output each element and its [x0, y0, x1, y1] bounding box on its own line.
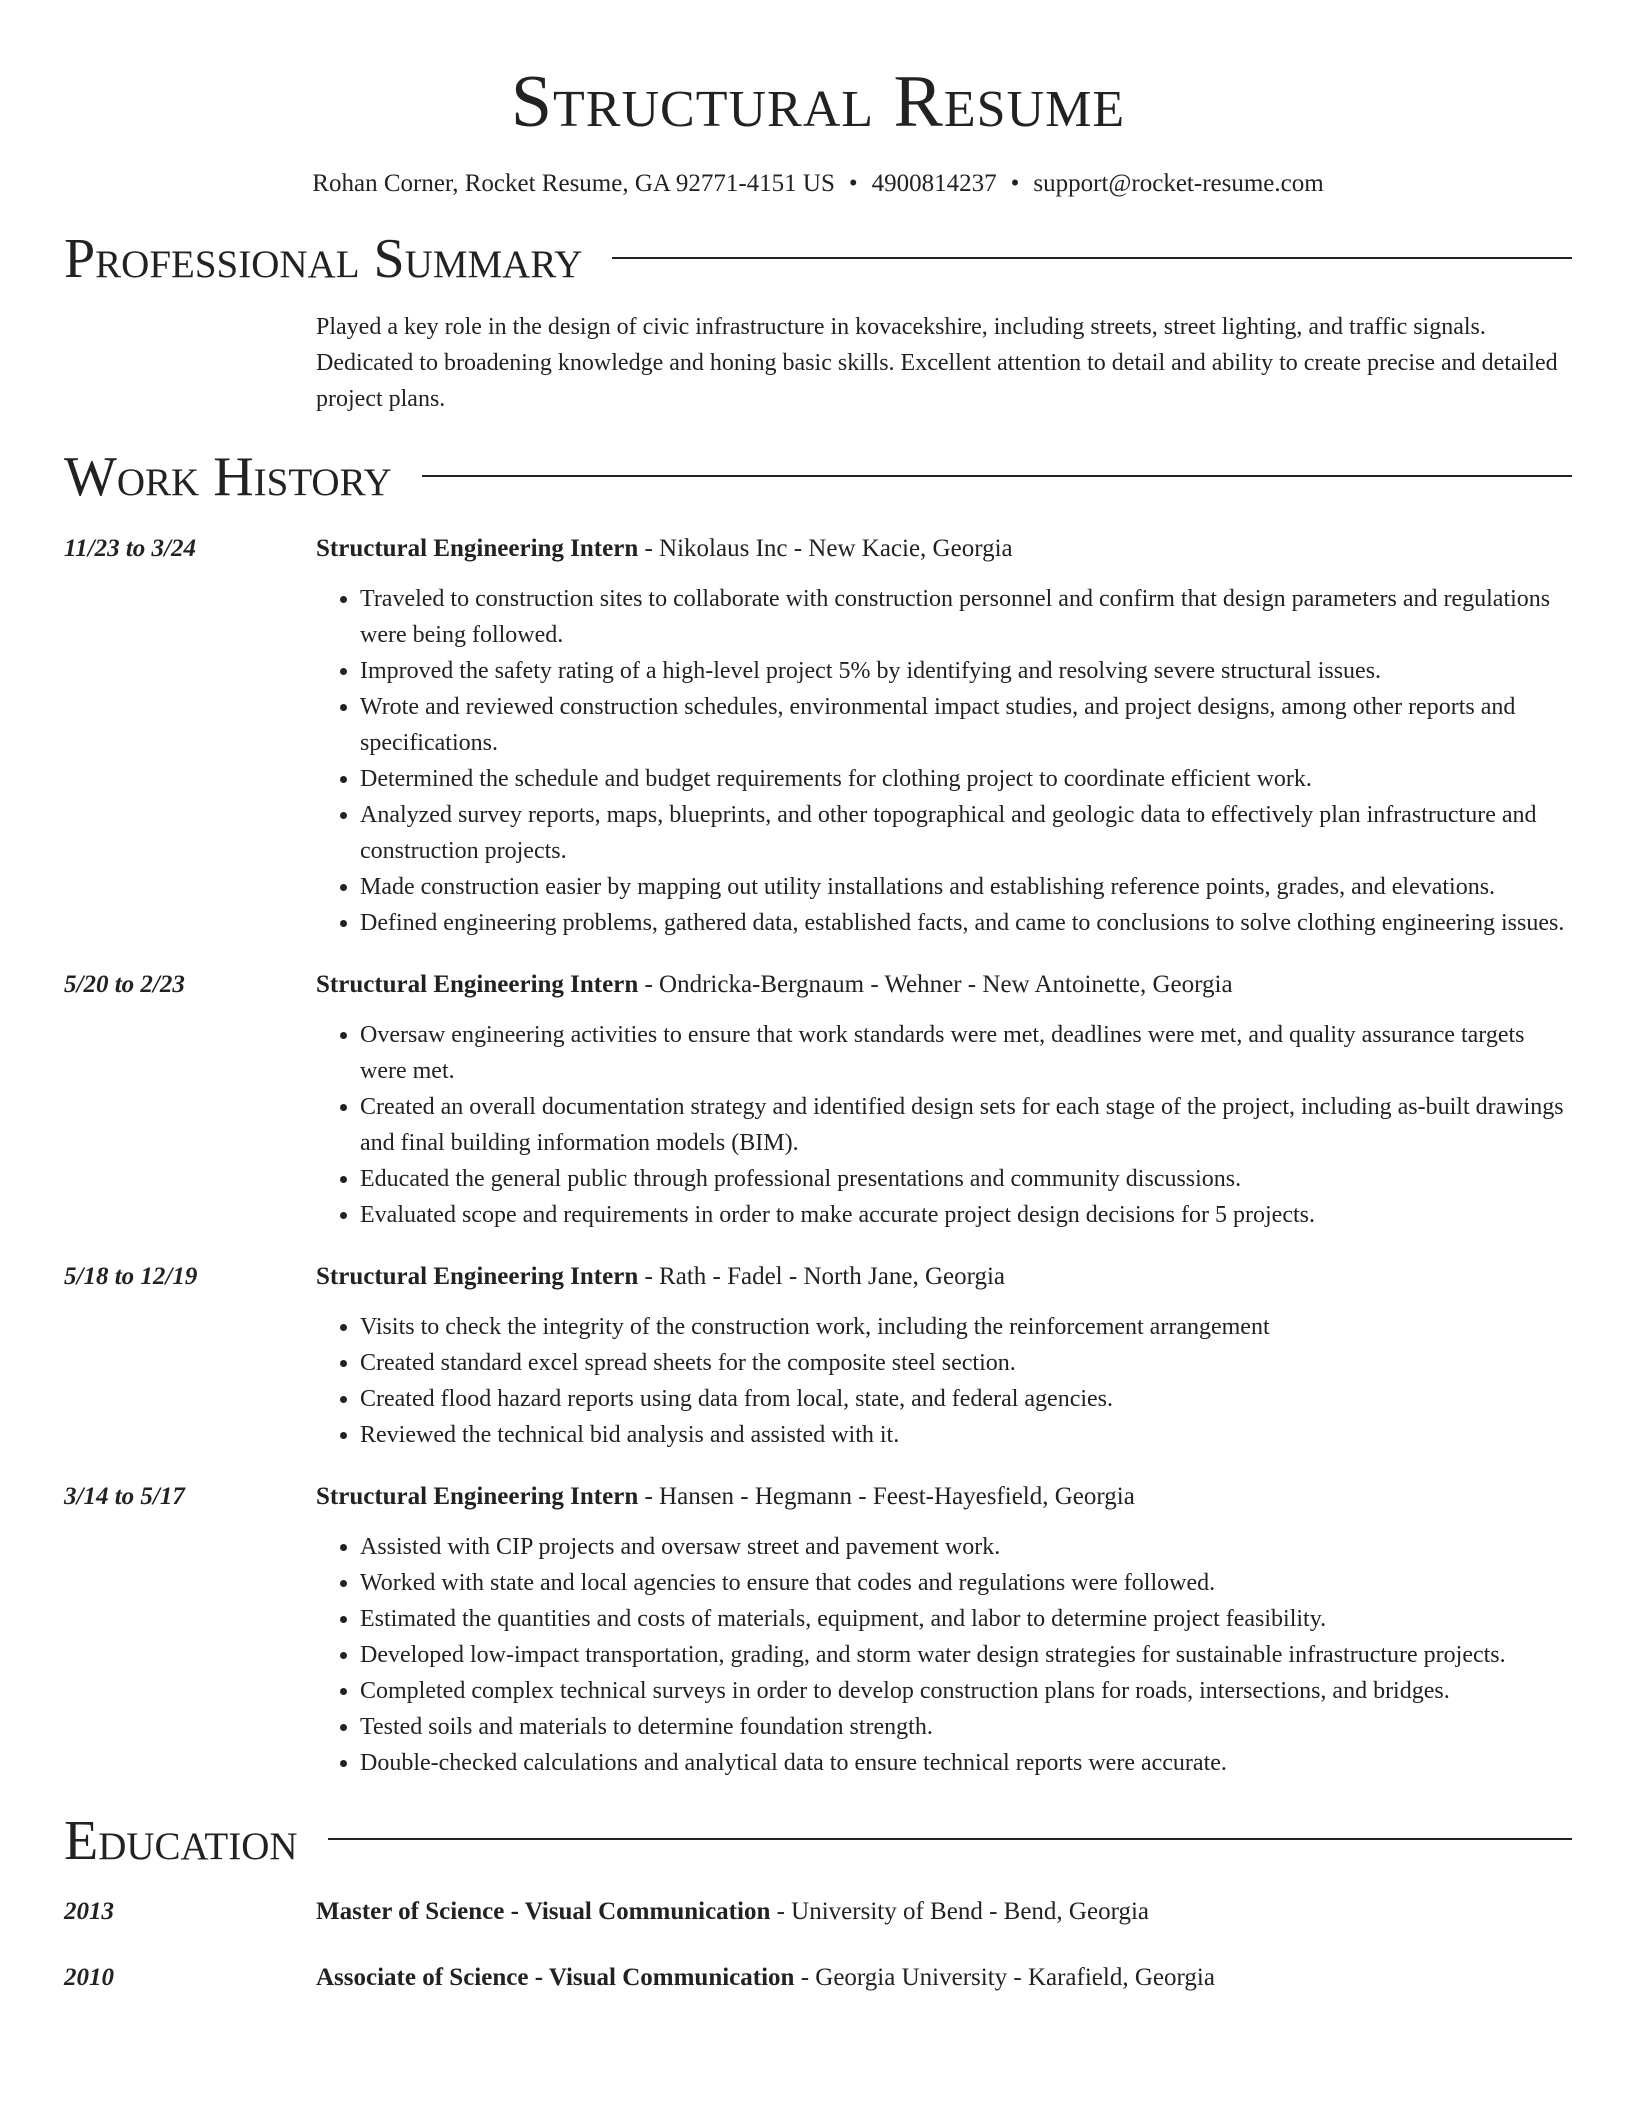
job-bullet: • Defined engineering problems, gathered data, established facts, and came to conclusions to solve clothing engineering issues. — [360, 905, 1572, 941]
job-title: Structural Engineering Intern — [316, 970, 639, 998]
job-title-line — [316, 1479, 1572, 1515]
resume-name: Structural Resume — [510, 61, 1126, 143]
job-bullet: • Wrote and reviewed construction schedules, environmental impact studies, and project designs, among other reports and specifications. — [360, 689, 1572, 761]
job-bullet: • Assisted with CIP projects and oversaw street and pavement work. — [360, 1529, 1572, 1565]
job-title-line — [316, 531, 1572, 567]
education-line — [316, 1960, 1215, 1996]
job-title: Structural Engineering Intern — [316, 1262, 639, 1290]
job-company: - Nikolaus Inc - New Kacie, Georgia — [638, 534, 1013, 562]
section-divider — [328, 1838, 1572, 1840]
education-entry — [64, 1960, 1572, 1996]
job-entry — [64, 1259, 1572, 1453]
job-title: Structural Engineering Intern — [316, 534, 639, 562]
summary-text: Played a key role in the design of civic infrastructure in kovacekshire, including streets, street lighting, and traffic signals. Dedicated to broadening knowledge and honing basic skills. Excellent attention to detail and ability to create precise and detailed project plans. — [316, 313, 1558, 412]
job-bullet: • Educated the general public through professional presentations and community discussions. — [360, 1161, 1572, 1197]
contact-separator: • — [848, 170, 858, 198]
job-bullet: • Reviewed the technical bid analysis and assisted with it. — [360, 1417, 1572, 1453]
section-divider — [422, 475, 1572, 477]
job-bullet: • Determined the schedule and budget requirements for clothing project to coordinate efficient work. — [360, 761, 1572, 797]
education-year: 2010 — [64, 1964, 114, 1992]
job-title-line — [316, 967, 1572, 1003]
job-bullets — [316, 1309, 1572, 1453]
summary-section-header — [64, 229, 1572, 291]
education-school: - University of Bend - Bend, Georgia — [770, 1898, 1149, 1926]
education-degree: Associate of Science - Visual Communication — [316, 1964, 795, 1992]
contact-line — [64, 169, 1572, 199]
job-bullet: • Estimated the quantities and costs of materials, equipment, and labor to determine project feasibility. — [360, 1601, 1572, 1637]
job-bullet: • Improved the safety rating of a high-level project 5% by identifying and resolving severe structural issues. — [360, 653, 1572, 689]
education-school: - Georgia University - Karafield, Georgia — [794, 1964, 1215, 1992]
job-body — [316, 1479, 1572, 1781]
job-bullet: • Made construction easier by mapping out utility installations and establishing reference points, grades, and elevations. — [360, 869, 1572, 905]
job-bullets — [316, 581, 1572, 941]
job-bullets — [316, 1017, 1572, 1233]
job-bullet: • Created standard excel spread sheets for the composite steel section. — [360, 1345, 1572, 1381]
education-line — [316, 1894, 1149, 1930]
contact-email: support@rocket-resume.com — [1033, 170, 1324, 198]
job-dates: 5/18 to 12/19 — [64, 1262, 198, 1290]
education-heading: Education — [64, 1809, 298, 1872]
job-company: - Rath - Fadel - North Jane, Georgia — [638, 1262, 1006, 1290]
job-bullet: • Analyzed survey reports, maps, blueprints, and other topographical and geologic data to effectively plan infrastructure and construction projects. — [360, 797, 1572, 869]
job-bullet: • Traveled to construction sites to collaborate with construction personnel and confirm that design parameters and regulations were being followed. — [360, 581, 1572, 653]
work-section-header — [64, 447, 1572, 509]
job-dates: 11/23 to 3/24 — [64, 534, 196, 562]
job-bullets — [316, 1529, 1572, 1781]
section-divider — [612, 257, 1572, 259]
job-company: - Hansen - Hegmann - Feest-Hayesfield, Georgia — [638, 1482, 1135, 1510]
work-heading: Work History — [64, 445, 392, 508]
job-body — [316, 1259, 1572, 1453]
job-body — [316, 531, 1572, 941]
education-degree: Master of Science - Visual Communication — [316, 1898, 771, 1926]
job-bullet: • Developed low-impact transportation, grading, and storm water design strategies for sustainable infrastructure projects. — [360, 1637, 1572, 1673]
summary-heading: Professional Summary — [64, 228, 583, 291]
job-bullet: • Oversaw engineering activities to ensure that work standards were met, deadlines were met, and quality assurance targets were met. — [360, 1017, 1572, 1089]
education-year: 2013 — [64, 1898, 114, 1926]
education-section-header — [64, 1811, 1572, 1873]
job-bullet: • Completed complex technical surveys in order to develop construction plans for roads, intersections, and bridges. — [360, 1673, 1572, 1709]
contact-address: Rohan Corner, Rocket Resume, GA 92771-4151 US — [312, 170, 835, 198]
education-entry — [64, 1894, 1572, 1930]
job-company: - Ondricka-Bergnaum - Wehner - New Antoinette, Georgia — [638, 970, 1233, 998]
job-body — [316, 967, 1572, 1233]
job-bullet: • Tested soils and materials to determine foundation strength. — [360, 1709, 1572, 1745]
job-entry — [64, 1479, 1572, 1781]
job-dates: 5/20 to 2/23 — [64, 970, 185, 998]
job-dates: 3/14 to 5/17 — [64, 1482, 185, 1510]
job-bullet: • Double-checked calculations and analytical data to ensure technical reports were accurate. — [360, 1745, 1572, 1781]
job-bullet: • Evaluated scope and requirements in order to make accurate project design decisions for 5 projects. — [360, 1197, 1572, 1233]
job-bullet: • Created an overall documentation strategy and identified design sets for each stage of the project, including as-built drawings and final building information models (BIM). — [360, 1089, 1572, 1161]
contact-separator: • — [1010, 170, 1020, 198]
job-entry — [64, 967, 1572, 1233]
job-title-line — [316, 1259, 1572, 1295]
contact-phone: 4900814237 — [871, 170, 997, 198]
job-entry — [64, 531, 1572, 941]
job-bullet: • Worked with state and local agencies to ensure that codes and regulations were followed. — [360, 1565, 1572, 1601]
job-bullet: • Visits to check the integrity of the construction work, including the reinforcement arrangement — [360, 1309, 1572, 1345]
job-title: Structural Engineering Intern — [316, 1482, 639, 1510]
job-bullet: • Created flood hazard reports using data from local, state, and federal agencies. — [360, 1381, 1572, 1417]
